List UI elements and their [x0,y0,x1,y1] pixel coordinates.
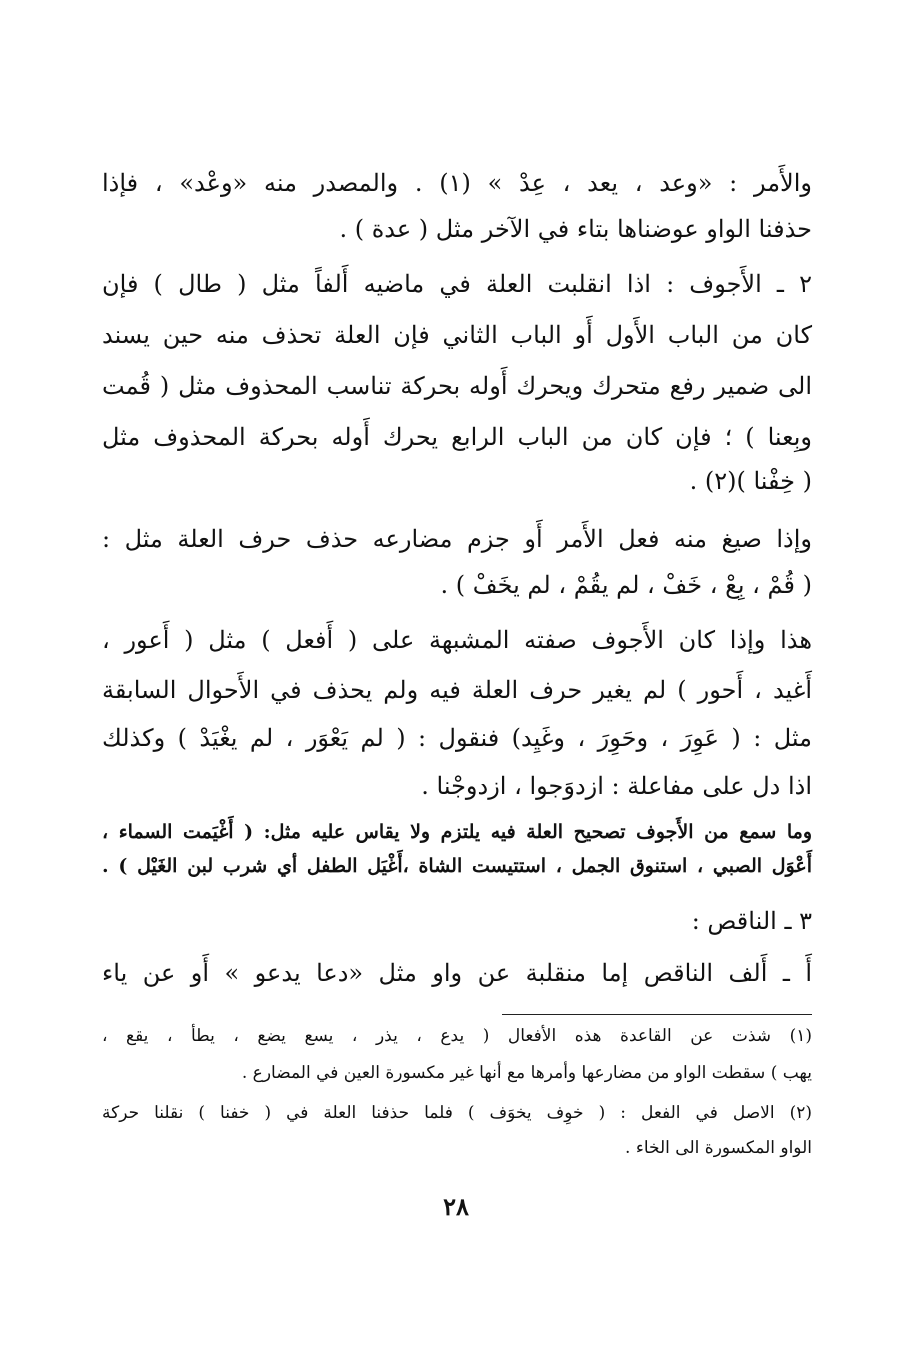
body-line-12: مثل : ( عَوِرَ ، وحَوِرَ ، وغَيِد) فنقول : ( لم يَعْوَر ، لم يغْيَدْ ) وكذلك [102,724,812,752]
body-line-6: وبِعنا ) ؛ فإن كان من الباب الرابع يحرك أَوله بحركة المحذوف مثل [102,423,812,451]
bold-note-line-2: أَعْوَل الصبي ، استنوق الجمل ، استتيست الشاة ،أَغْيَل الطفل أي شرب لبن الغَيْل ) . [102,855,812,877]
body-line-8: وإذا صيغ منه فعل الأَمر أَو جزم مضارعه حذف حرف العلة مثل : [102,525,812,553]
body-line-1: والأَمر : «وعد ، يعد ، عِدْ » (١) . والمصدر منه «وعْد» ، فإذا [102,169,813,197]
body-line-17: أَ ـ أَلف الناقص إما منقلبة عن واو مثل «دعا يدعو » أَو عن ياء [102,959,812,987]
footnote-1-line-2: يهب ) سقطت الواو من مضارعها وأمرها مع أنها غير مكسورة العين في المضارع . [241,1063,812,1083]
body-line-9: ( قُمْ ، بِعْ ، خَفْ ، لم يقُمْ ، لم يخَفْ ) . [440,571,812,599]
body-line-5: الى ضمير رفع متحرك ويحرك أَوله بحركة تناسب المحذوف مثل ( قُمت [102,372,812,400]
bold-note-line-1: وما سمع من الأَجوف تصحيح العلة فيه يلتزم ولا يقاس عليه مثل: ( أَغْيَمت السماء ، [102,821,812,843]
footnote-1-line-1: (١) شذت عن القاعدة هذه الأفعال ( يدع ، يذر ، يسع يضع ، يطأ ، يقع ، [102,1026,812,1046]
footnote-2-line-2: الواو المكسورة الى الخاء . [625,1138,812,1158]
body-line-7: ( خِفْنا )(٢) . [689,467,812,495]
footnote-separator [502,1014,812,1015]
footnote-2-line-1: (٢) الاصل في الفعل : ( خوِف يخوَف ) فلما حذفنا العلة في ( خفنا ) نقلنا حركة [102,1103,812,1123]
body-line-2: حذفنا الواو عوضناها بتاء في الآخر مثل ( عدة ) . [339,215,812,243]
body-line-13: اذا دل على مفاعلة : ازدوَجوا ، ازدوجْنا . [421,772,812,800]
page-number: ٢٨ [443,1192,469,1221]
body-line-10: هذا وإذا كان الأَجوف صفته المشبهة على ( أَفعل ) مثل ( أَعور ، [102,626,812,654]
body-line-11: أَغيد ، أَحور ) لم يغير حرف العلة فيه ولم يحذف في الأَحوال السابقة [102,676,813,704]
section-heading-naqis: ٣ ـ الناقص : [691,907,812,935]
body-line-3: ٢ ـ الأَجوف : اذا انقلبت العلة في ماضيه أَلفاً مثل ( طال ) فإن [102,270,812,298]
body-line-4: كان من الباب الأَول أَو الباب الثاني فإن العلة تحذف منه حين يسند [102,321,812,349]
